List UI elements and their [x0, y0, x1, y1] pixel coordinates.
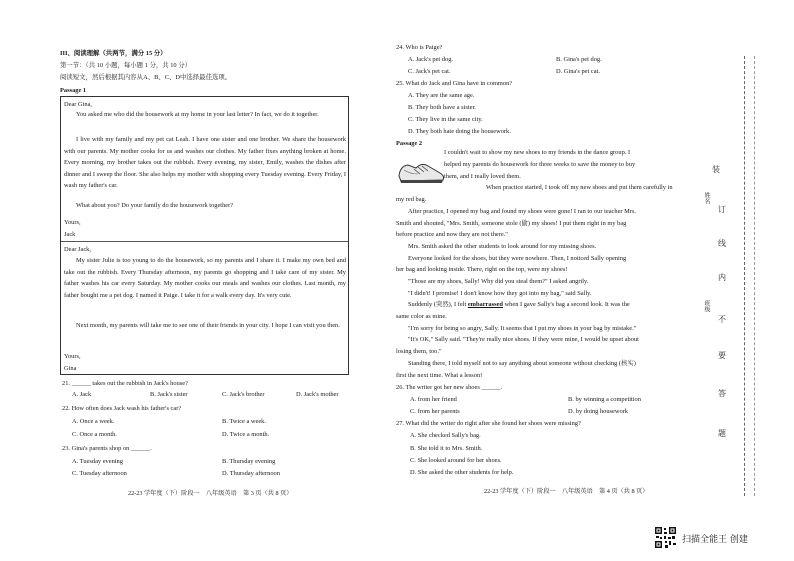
letter2-paragraph-1: My sister Julie is too young to do the housework, so my parents and I share it. I make my own bed and take out the rubbish. Every Thursday afternoon, my parents go shopping and I take care of my sister. My father washes his car every Saturday. My mother cooks our meals and washes our clothes. Last month, my father bought me a pet dog. I named it Paige. I take it for a walk every day. It's very cute.	[64, 257, 346, 299]
question-21: 21. ______ takes out the rubbish in Jack's house?	[62, 380, 188, 387]
q27-option-d: D. She asked the other students for help.	[410, 469, 514, 476]
question-26: 26. The writer got her new shoes ______.	[396, 384, 503, 391]
passage2-line-20: first the next time. What a lesson!	[396, 372, 483, 379]
binding-char-2: 订	[718, 205, 726, 214]
binding-dashed-line	[744, 56, 753, 496]
letter1-paragraph-1: You asked me who did the housework at my home in your last letter? In fact, we do it together.	[76, 111, 319, 118]
q21-option-d: D. Jack's mother	[296, 391, 339, 398]
q27-option-b: B. She told it to Mrs. Smith.	[410, 445, 483, 452]
passage2-line-14: Suddenly (突然), I felt embarrassed when I gave Sally's bag a second look. It was the	[408, 301, 630, 308]
passage2-line-19: Standing there, I told myself not to say anything about someone without checking (核实)	[408, 360, 636, 367]
letter2-closing: Yours,	[64, 353, 81, 360]
binding-char-8: 题	[718, 429, 726, 438]
q24-option-c: C. Jack's pet cat.	[408, 68, 451, 75]
passage2-line-2: helped my parents do housework for three weeks to save the money to buy	[444, 161, 636, 168]
q21-option-c: C. Jack's brother	[222, 391, 265, 398]
passage2-line-18: losing them, too."	[396, 348, 442, 355]
passage2-line-10: Everyone looked for the shoes, but they were nowhere. Then, I noticed Sally opening	[408, 255, 627, 262]
q22-option-c: C. Once a month.	[72, 431, 117, 438]
q26-option-c: C. from her parents	[410, 408, 460, 415]
letter1-signature: Jack	[64, 231, 76, 238]
binding-char-7: 答	[718, 389, 726, 398]
q23-option-d: D. Thursday afternoon	[222, 470, 280, 477]
letter1-paragraph-2: I live with my family and my pet cat Leah. I have one sister and one brother. We share the housework with our parents. My mother cooks for us and washes our clothes. My father fixes anything broken at home. Every morning, my brother takes out the rubbish. Every evening, my sister, Emily, washes the dishes after dinner and I sweep the floor. She also helps my mother with shopping every Tuesday evening. Every Friday, I wash my father's car.	[64, 136, 346, 190]
qr-code-icon	[654, 526, 677, 549]
letter1-greeting: Dear Gina,	[64, 101, 93, 108]
section-title: III、阅读理解（共两节，满分 15 分）	[60, 50, 167, 57]
passage2-line-17: "It's OK," Sally said. "They're really nice shoes. If they were mine, I would be upset about	[408, 336, 639, 343]
binding-char-3: 线	[718, 239, 726, 248]
passage2-line-9: Mrs. Smith asked the other students to look around for my missing shoes.	[408, 243, 597, 250]
passage2-line-3: them, and I really loved them.	[444, 173, 521, 180]
q26-option-a: A. from her friend	[410, 396, 457, 403]
letter1-closing: Yours,	[64, 219, 81, 226]
sneaker-icon	[396, 156, 446, 186]
binding-dashed-line-outer	[754, 56, 763, 496]
q27-option-c: C. She looked around for her shoes.	[410, 457, 502, 464]
q23-option-c: C. Tuesday afternoon	[72, 470, 127, 477]
q26-option-b: B. by winning a competition	[568, 396, 641, 403]
passage2-line-8: before practice and now they are not there."	[396, 231, 508, 238]
q22-option-a: A. Once a week.	[72, 418, 115, 425]
q24-option-b: B. Gina's pet dog.	[556, 56, 602, 63]
passage2-line-5: my red bag.	[396, 196, 427, 203]
q21-option-a: A. Jack	[72, 391, 92, 398]
question-24: 24. Who is Paige?	[396, 44, 443, 51]
passage2-line-7: Smith and shouted, "Mrs. Smith, someone stole (偷) my shoes! I put them right in my bag	[396, 220, 627, 227]
passage2-label: Passage 2	[396, 140, 423, 147]
q24-option-d: D. Gina's pet cat.	[556, 68, 600, 75]
section-part1: 第一节：（共 10 小题，每小题 1 分，共 10 分）	[60, 62, 192, 69]
q22-option-b: B. Twice a week.	[222, 418, 266, 425]
q24-option-a: A. Jack's pet dog.	[408, 56, 453, 63]
letter2-paragraph-2: Next month, my parents will take me to see one of their friends in your city. I hope I can visit you then.	[76, 322, 340, 329]
passage2-line-15: same color as mine.	[396, 313, 447, 320]
binding-field-class: 班级	[703, 300, 709, 312]
passage2-line-4: When practice started, I took off my new shoes and put them carefully in	[486, 184, 673, 191]
question-27: 27. What did the writer do right after she found her shoes were missing?	[396, 420, 581, 427]
passage2-line-11: her bag and looking inside. There, right on the top, were my shoes!	[396, 266, 568, 273]
passage2-line-6: After practice, I opened my bag and found my shoes were gone! I ran to our teacher Mrs.	[408, 208, 637, 215]
section-instruction: 阅读短文，然后根据其内容从A、B、C、D中选择最佳选项。	[60, 74, 232, 81]
passage2-line-12: "Those are my shoes, Sally! Why did you steal them?" I asked angrily.	[408, 278, 589, 285]
question-25: 25. What do Jack and Gina have in common?	[396, 80, 513, 87]
question-23: 23. Gina's parents shop on ______.	[62, 445, 152, 452]
passage2-line-13: "I didn't! I promise! I don't know how they got into my bag," said Sally.	[408, 290, 592, 297]
binding-char-5: 不	[718, 315, 726, 324]
question-22: 22. How often does Jack wash his father's car?	[62, 405, 182, 412]
passage1-label: Passage 1	[60, 87, 87, 94]
binding-field-name: 姓名	[703, 192, 709, 204]
q25-option-b: B. They both have a sister.	[408, 104, 476, 111]
letter1-paragraph-3: What about you? Do your family do the housework together?	[76, 202, 234, 209]
letter2-signature: Gina	[64, 365, 77, 372]
page-footer-right: 22-23 学年度（下）阶段一 八年级英语 第 4 页（共 8 页）	[484, 488, 649, 495]
letter-separator	[61, 241, 348, 242]
q27-option-a: A. She checked Sally's bag.	[410, 432, 481, 439]
letter2-greeting: Dear Jack,	[64, 246, 91, 253]
q26-option-d: D. by doing housework	[568, 408, 628, 415]
binding-char-1: 装	[712, 165, 720, 174]
q23-option-a: A. Tuesday evening	[72, 458, 123, 465]
q25-option-d: D. They both hate doing the housework.	[408, 128, 511, 135]
q25-option-a: A. They are the same age.	[408, 92, 475, 99]
passage2-line-16: "I'm sorry for being so angry, Sally. It seems that I put my shoes in your bag by mistake."	[408, 325, 637, 332]
passage2-line-1: I couldn't wait to show my new shoes to my friends in the dance group. I	[444, 149, 631, 156]
scanner-watermark: 扫描全能王 创建	[682, 535, 748, 545]
q22-option-d: D. Twice a month.	[222, 431, 270, 438]
q23-option-b: B. Thursday evening	[222, 458, 276, 465]
q25-option-c: C. They live in the same city.	[408, 116, 483, 123]
binding-char-4: 内	[718, 273, 726, 282]
binding-char-6: 要	[718, 351, 726, 360]
q21-option-b: B. Jack's sister	[150, 391, 188, 398]
page-footer-left: 22-23 学年度（下）阶段一 八年级英语 第 3 页（共 8 页）	[128, 490, 293, 497]
